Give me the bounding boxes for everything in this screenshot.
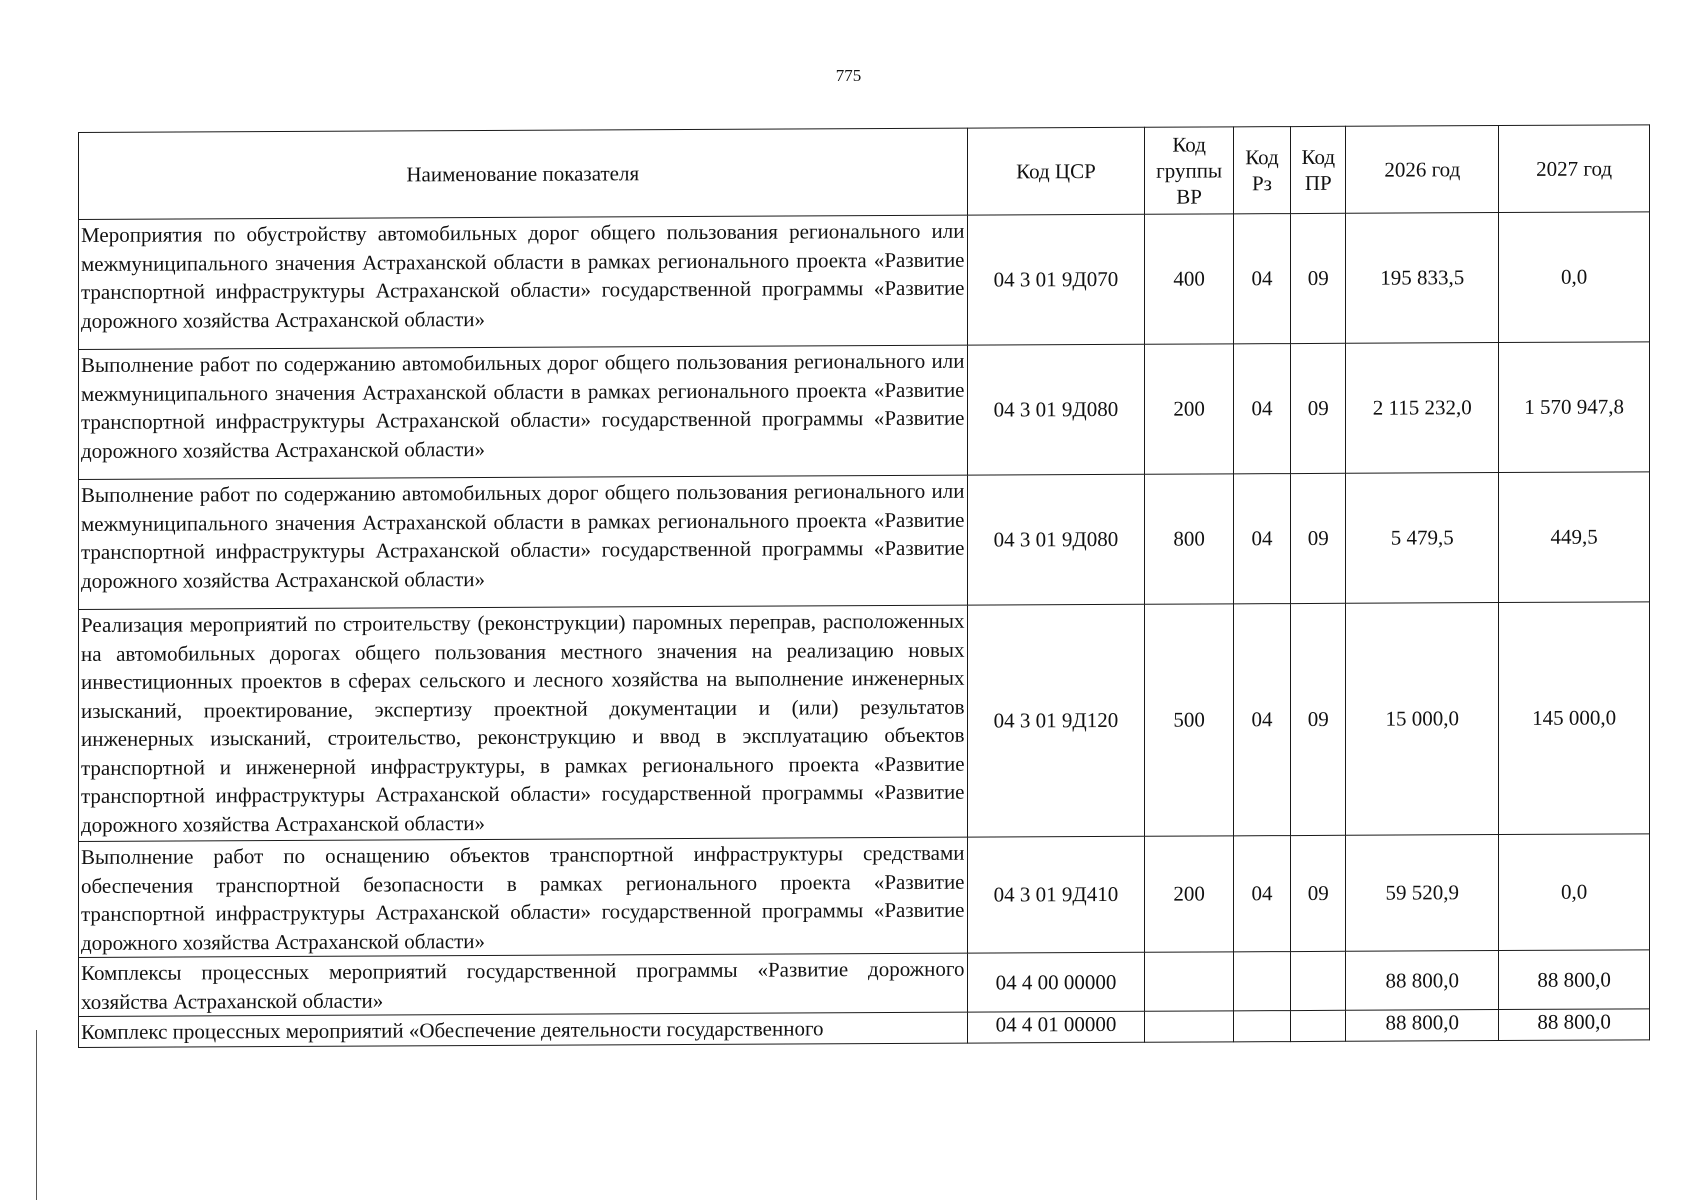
table-row [79,602,1650,842]
table-row [79,342,1650,480]
row-csr: 04 3 01 9Д410 [967,836,1145,953]
row-2026: 195 833,5 [1346,213,1499,344]
row-name: Реализация мероприятий по строительству (реконструкции) паромных переправ, расположенных на автомобильных дорогах общего пользования местного значения на реализацию новых инвестиционных проектов в сферах сельского и лесного хозяйства на выполнение инженерных изысканий, проектирование, экспертизу проектной документации и (или) результатов инженерных изысканий, строительство, реконструкцию и ввод в эксплуатацию объектов транспортной и инженерной инфраструктуры, в рамках регионального проекта «Развитие транспортной инфраструктуры Астраханской области» государственной программы «Развитие дорожного хозяйства Астраханской области» [79,605,968,841]
row-rz: 04 [1233,214,1290,344]
budget-table [78,124,1650,1047]
header-rz: Код Рз [1233,127,1290,214]
row-2026: 88 800,0 [1346,951,1499,1011]
row-2027: 449,5 [1499,472,1650,603]
table-row [79,212,1650,350]
row-2027: 88 800,0 [1499,1009,1650,1040]
row-pr [1291,951,1346,1010]
row-2027: 0,0 [1499,212,1650,343]
row-2026: 59 520,9 [1346,835,1499,952]
table-header-row [79,125,1650,220]
row-name: Выполнение работ по содержанию автомобильных дорог общего пользования регионального или межмуниципального значения Астраханской области в рамках регионального проекта «Развитие транспортной инфраструктуры Астраханской области» государственной программы «Развитие дорожного хозяйства Астраханской области» [79,475,968,609]
row-2027: 1 570 947,8 [1499,342,1650,473]
row-name: Выполнение работ по содержанию автомобильных дорог общего пользования регионального или межмуниципального значения Астраханской области в рамках регионального проекта «Развитие транспортной инфраструктуры Астраханской области» государственной программы «Развитие дорожного хозяйства Астраханской области» [79,345,968,479]
table-row [79,472,1650,610]
row-rz [1233,1011,1290,1042]
header-vr: Код группы ВР [1145,127,1233,214]
row-pr: 09 [1291,473,1346,603]
row-2026: 15 000,0 [1346,603,1499,836]
row-csr: 04 3 01 9Д080 [967,474,1145,605]
row-vr: 200 [1145,836,1233,952]
row-vr: 500 [1145,604,1233,836]
row-csr: 04 4 00 00000 [967,952,1145,1012]
row-vr [1145,952,1233,1011]
row-rz: 04 [1233,604,1290,836]
table-row [79,834,1650,958]
row-2026: 2 115 232,0 [1346,343,1499,474]
page-number: 775 [835,66,862,85]
row-vr: 400 [1145,214,1233,344]
header-name: Наименование показателя [79,128,968,219]
row-csr: 04 3 01 9Д120 [967,604,1145,837]
row-2027: 145 000,0 [1499,602,1650,835]
header-csr: Код ЦСР [967,127,1145,215]
row-rz: 04 [1233,836,1290,952]
scan-edge-line [36,1030,37,1200]
row-rz: 04 [1233,474,1290,604]
row-csr: 04 3 01 9Д070 [967,214,1145,345]
row-pr: 09 [1291,343,1346,473]
row-vr [1145,1011,1233,1042]
row-csr: 04 4 01 00000 [967,1011,1145,1042]
row-2027: 88 800,0 [1499,950,1650,1010]
row-vr: 200 [1145,344,1233,474]
header-2027: 2027 год [1499,125,1650,213]
row-pr: 09 [1291,835,1346,951]
row-2026: 5 479,5 [1346,473,1499,604]
row-rz: 04 [1233,344,1290,474]
row-2026: 88 800,0 [1346,1010,1499,1041]
row-pr: 09 [1291,603,1346,835]
header-pr: Код ПР [1291,126,1346,213]
row-name: Комплексы процессных мероприятий государственной программы «Развитие дорожного хозяйства Астраханской области» [79,953,968,1016]
row-pr [1291,1010,1346,1041]
row-pr: 09 [1291,213,1346,343]
row-vr: 800 [1145,474,1233,604]
row-name: Мероприятия по обустройству автомобильных дорог общего пользования регионального или межмуниципального значения Астраханской области в рамках регионального проекта «Развитие транспортной инфраструктуры Астраханской области» государственной программы «Развитие дорожного хозяйства Астраханской области» [79,215,968,349]
row-name: Выполнение работ по оснащению объектов транспортной инфраструктуры средствами обеспечения транспортной безопасности в рамках регионального проекта «Развитие транспортной инфраструктуры Астраханской области» государственной программы «Развитие дорожного хозяйства Астраханской области» [79,837,968,957]
row-csr: 04 3 01 9Д080 [967,344,1145,475]
row-2027: 0,0 [1499,834,1650,951]
row-name: Комплекс процессных мероприятий «Обеспечение деятельности государственного [79,1012,968,1047]
table-row [79,950,1650,1017]
row-rz [1233,952,1290,1011]
header-2026: 2026 год [1346,126,1499,214]
